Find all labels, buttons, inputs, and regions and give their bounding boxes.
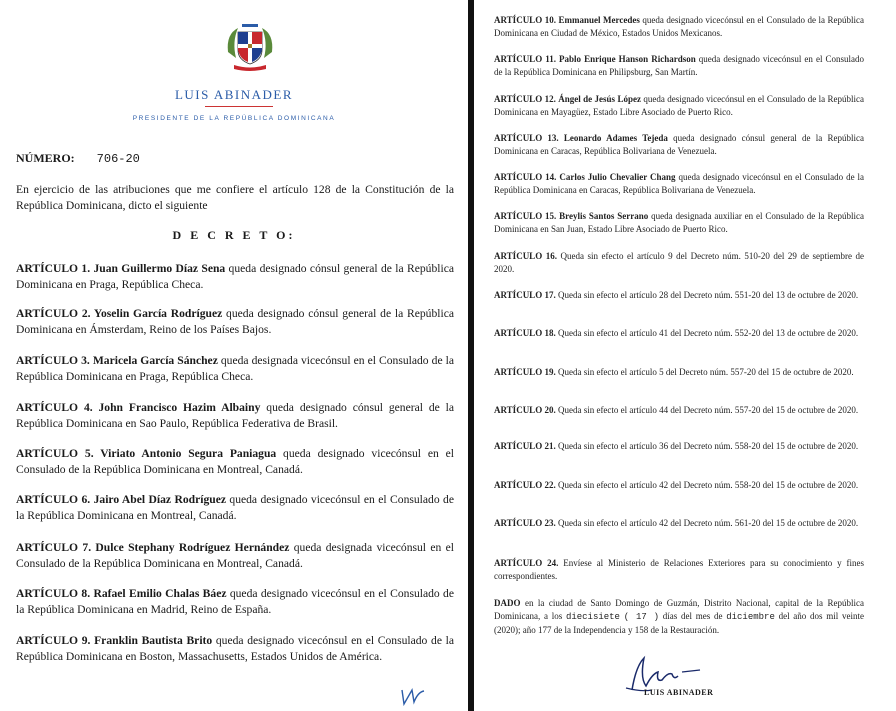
signature-name: LUIS ABINADER	[644, 688, 714, 697]
article-15	[494, 210, 864, 236]
article-body: queda designado vicecónsul en el Consulado de la República Dominicana en Caracas, República Bolivariana de Venezuela.	[494, 172, 864, 195]
article-23	[494, 517, 864, 530]
article-3	[16, 353, 454, 385]
article-6	[16, 492, 454, 524]
article-21	[494, 440, 864, 453]
article-body: Queda sin efecto el artículo 42 del Decreto núm. 561-20 del 15 de octubre de 2020.	[555, 518, 859, 528]
article-head: ARTÍCULO 15. Breylis Santos Serrano	[494, 211, 649, 221]
article-10	[494, 14, 864, 40]
decree-number	[16, 151, 140, 166]
header-rule	[205, 106, 273, 107]
article-head: ARTÍCULO 22.	[494, 480, 556, 490]
article-4	[16, 400, 454, 432]
article-body: queda designado vicecónsul en el Consulado de la República Dominicana en Madrid, Reino de España.	[16, 587, 454, 616]
article-7	[16, 540, 454, 572]
decreto-title: D E C R E T O:	[172, 228, 296, 242]
coat-of-arms-icon	[222, 22, 278, 72]
article-head: ARTÍCULO 17.	[494, 290, 556, 300]
article-8	[16, 586, 454, 618]
article-body: queda designado vicecónsul en el Consulado de la República Dominicana en Montreal, Canadá.	[16, 447, 454, 476]
article-head: ARTÍCULO 13. Leonardo Adames Tejeda	[494, 133, 668, 143]
dado-text: en la ciudad de Santo Domingo de Guzmán, Distrito Nacional, capital de la República Dominicana, a los	[494, 598, 864, 621]
article-9	[16, 633, 454, 665]
article-body: queda designado vicecónsul en el Consulado de la República Dominicana en Boston, Massachusetts, Estados Unidos de América.	[16, 634, 454, 663]
article-body: queda designado vicecónsul en el Consulado de la República Dominicana en Philipsburg, San Martín.	[494, 54, 864, 77]
article-2	[16, 306, 454, 338]
article-body: Queda sin efecto el artículo 28 del Decreto núm. 551-20 del 13 de octubre de 2020.	[555, 290, 859, 300]
article-body: Queda sin efecto el artículo 5 del Decreto núm. 557-20 del 15 de octubre de 2020.	[555, 367, 854, 377]
article-head: ARTÍCULO 23.	[494, 518, 556, 528]
article-20	[494, 404, 864, 417]
article-head: ARTÍCULO 10. Emmanuel Mercedes	[494, 15, 640, 25]
article-body: queda designado cónsul general de la República Dominicana en Caracas, República Bolivariana de Venezuela.	[494, 133, 864, 156]
article-18	[494, 327, 864, 340]
article-body: Queda sin efecto el artículo 9 del Decreto núm. 510-20 del 29 de septiembre de 2020.	[494, 251, 864, 274]
article-16	[494, 250, 864, 276]
article-head: ARTÍCULO 8. Rafael Emilio Chalas Báez	[16, 587, 227, 600]
article-head: ARTÍCULO 4. John Francisco Hazim Albainy	[16, 401, 261, 414]
article-body: Queda sin efecto el artículo 41 del Decreto núm. 552-20 del 13 de octubre de 2020.	[555, 328, 859, 338]
article-body: queda designada auxiliar en el Consulado de la República Dominicana en San Juan, Estado Libre Asociado de Puerto Rico.	[494, 211, 864, 234]
article-head: ARTÍCULO 18.	[494, 328, 556, 338]
dado-text: días del mes de	[659, 611, 727, 621]
dado-day-number: ( 17 )	[623, 612, 660, 622]
article-head: ARTÍCULO 2. Yoselin García Rodríguez	[16, 307, 223, 320]
article-body: queda designado cónsul general de la República Dominicana en Ámsterdam, Reino de los Países Bajos.	[16, 307, 454, 336]
article-body: Queda sin efecto el artículo 42 del Decreto núm. 558-20 del 15 de octubre de 2020.	[555, 480, 859, 490]
article-11	[494, 53, 864, 79]
article-head: ARTÍCULO 6. Jairo Abel Díaz Rodríguez	[16, 493, 226, 506]
dado-month: diciembre	[726, 612, 775, 622]
dado-day-words: diecisiete	[565, 612, 620, 622]
article-1	[16, 261, 454, 293]
article-body: Queda sin efecto el artículo 36 del Decreto núm. 558-20 del 15 de octubre de 2020.	[555, 441, 859, 451]
article-5	[16, 446, 454, 478]
article-head: ARTÍCULO 1. Juan Guillermo Díaz Sena	[16, 262, 226, 275]
article-head: ARTÍCULO 11. Pablo Enrique Hanson Richardson	[494, 54, 696, 64]
article-body: queda designada vicecónsul en el Consulado de la República Dominicana en Praga, República Checa.	[16, 354, 454, 383]
article-body: queda designado vicecónsul en el Consulado de la República Dominicana en Ciudad de México, Estados Unidos Mexicanos.	[494, 15, 865, 38]
header-name: LUIS ABINADER	[174, 87, 294, 102]
article-head: ARTÍCULO 20.	[494, 405, 556, 415]
article-body: queda designada vicecónsul en el Consulado de la República Dominicana en Montreal, Canadá.	[16, 541, 454, 570]
handwritten-initial-icon	[398, 686, 428, 706]
article-head: ARTÍCULO 19.	[494, 367, 556, 377]
article-head: ARTÍCULO 5. Viriato Antonio Segura Paniagua	[16, 447, 277, 460]
article-head: ARTÍCULO 16.	[494, 251, 557, 261]
dado-head: DADO	[494, 598, 521, 608]
article-body: Queda sin efecto el artículo 44 del Decreto núm. 557-20 del 15 de octubre de 2020.	[555, 405, 859, 415]
article-19	[494, 366, 864, 379]
article-24	[494, 557, 864, 583]
article-12	[494, 93, 864, 119]
numero-value: 706-20	[96, 152, 140, 166]
article-head: ARTÍCULO 24.	[494, 558, 559, 568]
article-body: Envíese al Ministerio de Relaciones Exteriores para su conocimiento y fines correspondientes.	[494, 558, 864, 581]
article-17	[494, 289, 864, 302]
article-14	[494, 171, 864, 197]
article-body: queda designado cónsul general de la República Dominicana en Praga, República Checa.	[16, 262, 454, 291]
article-head: ARTÍCULO 9. Franklin Bautista Brito	[16, 634, 213, 647]
article-22	[494, 479, 864, 492]
intro-paragraph: En ejercicio de las atribuciones que me confiere el artículo 128 de la Constitución de la República Dominicana, dicto el siguiente	[16, 183, 454, 212]
article-head: ARTÍCULO 7. Dulce Stephany Rodríguez Hernández	[16, 541, 290, 554]
article-head: ARTÍCULO 14. Carlos Julio Chevalier Chang	[494, 172, 676, 182]
header-title: PRESIDENTE DE LA REPÚBLICA DOMINICANA	[132, 115, 336, 122]
dado-paragraph	[494, 597, 864, 637]
article-body: queda designado cónsul general de la República Dominicana en Sao Paulo, República Federativa de Brasil.	[16, 401, 454, 430]
article-head: ARTÍCULO 12. Ángel de Jesús López	[494, 94, 641, 104]
article-body: queda designado vicecónsul en el Consulado de la República Dominicana en Montreal, Canadá.	[16, 493, 454, 522]
article-head: ARTÍCULO 21.	[494, 441, 556, 451]
article-body: queda designado vicecónsul en el Consulado de la República Dominicana en Mayagüez, Estado Libre Asociado de Puerto Rico.	[494, 94, 864, 117]
article-head: ARTÍCULO 3. Maricela García Sánchez	[16, 354, 218, 367]
dado-text: del año dos mil veinte (2020); año 177 de la Independencia y 158 de la Restauración.	[494, 611, 864, 635]
numero-label: NÚMERO:	[16, 151, 75, 165]
article-13	[494, 132, 864, 158]
